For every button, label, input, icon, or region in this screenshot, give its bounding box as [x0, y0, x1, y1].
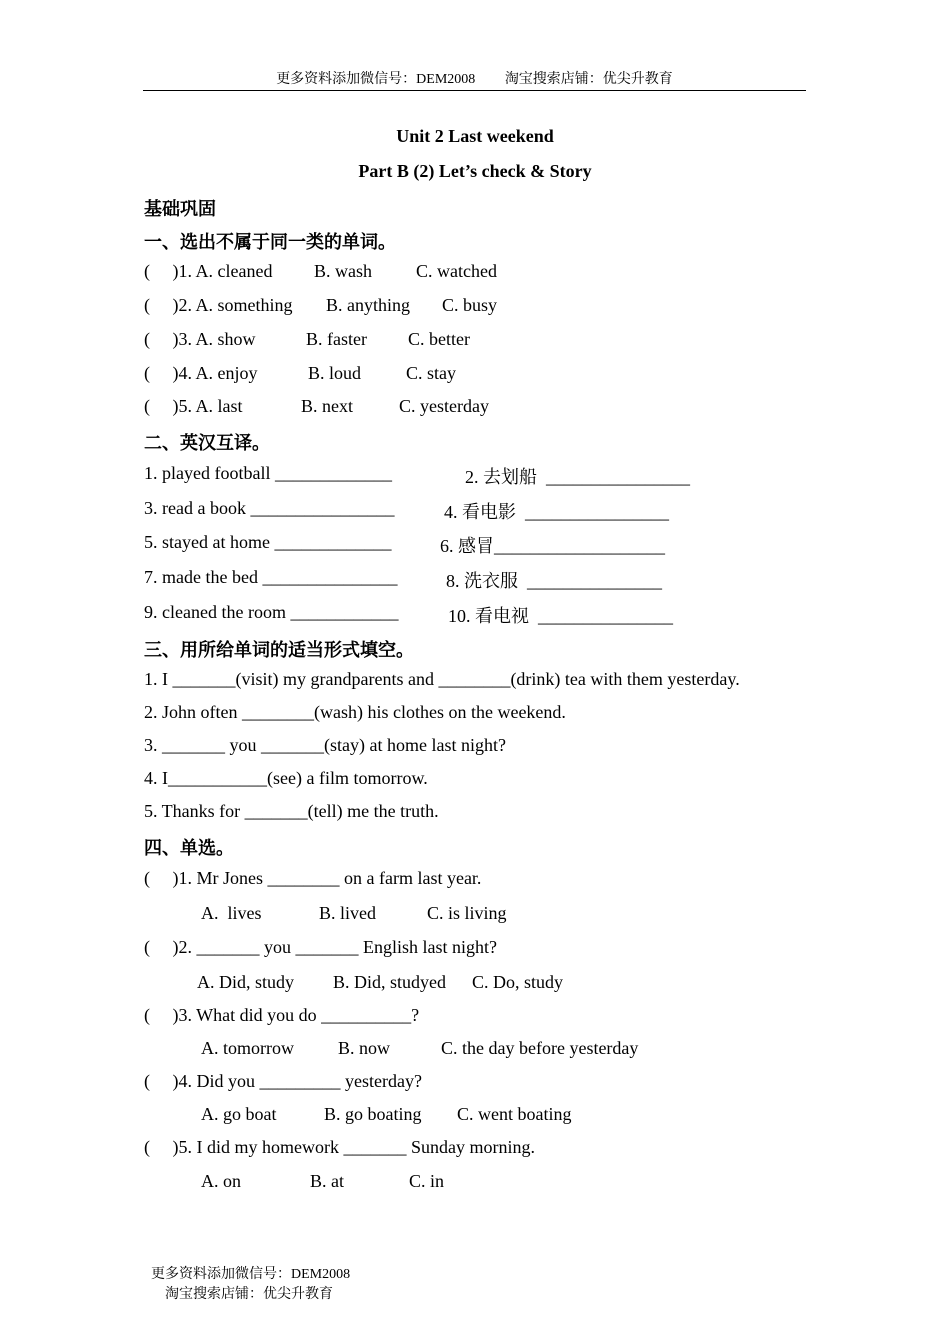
section3-heading: 三、用所给单词的适当形式填空。 — [144, 640, 414, 660]
s2-row-5-right: 10. 看电视 _______________ — [448, 606, 673, 626]
s1-item-3-a: ( )3. A. show — [144, 329, 256, 349]
s3-item-5: 5. Thanks for _______(tell) me the truth. — [144, 801, 439, 821]
footer-shop: 淘宝搜索店铺：优尖升教育 — [165, 1287, 333, 1302]
s4-q1-option-b: B. lived — [319, 903, 376, 923]
s2-row-5-left: 9. cleaned the room ____________ — [144, 602, 399, 622]
s4-q1-option-c: C. is living — [427, 903, 507, 923]
s4-q2: ( )2. _______ you _______ English last night? — [144, 937, 497, 957]
s4-q5: ( )5. I did my homework _______ Sunday morning. — [144, 1137, 535, 1157]
s1-item-1-c: C. watched — [416, 261, 497, 281]
s1-item-5-c: C. yesterday — [399, 396, 489, 416]
s4-q5-option-b: B. at — [310, 1171, 344, 1191]
s4-q4-option-a: A. go boat — [201, 1104, 277, 1124]
s4-q1: ( )1. Mr Jones ________ on a farm last year. — [144, 868, 482, 888]
s4-q1-option-a: A. lives — [201, 903, 262, 923]
document-subtitle: Part B (2) Let’s check & Story — [358, 161, 592, 181]
s2-row-2-left: 3. read a book ________________ — [144, 498, 395, 518]
section2-heading: 二、英汉互译。 — [144, 433, 270, 453]
s3-item-2: 2. John often ________(wash) his clothes on the weekend. — [144, 702, 566, 722]
s2-row-1-left: 1. played football _____________ — [144, 463, 392, 483]
section-basic-heading: 基础巩固 — [144, 199, 216, 219]
section1-heading: 一、选出不属于同一类的单词。 — [144, 232, 396, 252]
s1-item-1-a: ( )1. A. cleaned — [144, 261, 273, 281]
s1-item-5-b: B. next — [301, 396, 353, 416]
s4-q3: ( )3. What did you do __________? — [144, 1005, 420, 1025]
s4-q5-option-a: A. on — [201, 1171, 241, 1191]
s4-q5-option-c: C. in — [409, 1171, 445, 1191]
header-wechat: 更多资料添加微信号：DEM2008 — [276, 72, 476, 87]
document-title: Unit 2 Last weekend — [396, 126, 554, 146]
s4-q4-option-c: C. went boating — [457, 1104, 572, 1124]
s4-q3-option-b: B. now — [338, 1038, 391, 1058]
s4-q4: ( )4. Did you _________ yesterday? — [144, 1071, 422, 1091]
s3-item-4: 4. I___________(see) a film tomorrow. — [144, 768, 428, 788]
s4-q3-option-c: C. the day before yesterday — [441, 1038, 639, 1058]
s3-item-1: 1. I _______(visit) my grandparents and ________(drink) tea with them yesterday. — [144, 669, 740, 689]
page-header — [143, 68, 806, 91]
s2-row-2-right: 4. 看电影 ________________ — [444, 502, 669, 522]
s1-item-2-a: ( )2. A. something — [144, 295, 293, 315]
s1-item-2-b: B. anything — [326, 295, 410, 315]
header-shop: 淘宝搜索店铺：优尖升教育 — [504, 72, 673, 87]
s2-row-1-right: 2. 去划船 ________________ — [465, 467, 690, 487]
footer-wechat: 更多资料添加微信号：DEM2008 — [151, 1267, 351, 1282]
s4-q2-option-b: B. Did, studyed — [333, 972, 447, 992]
s4-q3-option-a: A. tomorrow — [201, 1038, 294, 1058]
s4-q2-option-a: A. Did, study — [197, 972, 295, 992]
s2-row-3-left: 5. stayed at home _____________ — [144, 532, 392, 552]
s1-item-1-b: B. wash — [314, 261, 372, 281]
s1-item-4-b: B. loud — [308, 363, 362, 383]
s1-item-3-b: B. faster — [306, 329, 367, 349]
s2-row-4-left: 7. made the bed _______________ — [144, 567, 398, 587]
s1-item-4-c: C. stay — [406, 363, 457, 383]
s4-q2-option-c: C. Do, study — [472, 972, 564, 992]
s4-q4-option-b: B. go boating — [324, 1104, 422, 1124]
s1-item-2-c: C. busy — [442, 295, 498, 315]
s3-item-3: 3. _______ you _______(stay) at home last night? — [144, 735, 506, 755]
s1-item-4-a: ( )4. A. enjoy — [144, 363, 258, 383]
page-footer — [144, 1247, 350, 1303]
s1-item-5-a: ( )5. A. last — [144, 396, 243, 416]
section4-heading: 四、单选。 — [144, 838, 234, 858]
s1-item-3-c: C. better — [408, 329, 470, 349]
s2-row-4-right: 8. 洗衣服 _______________ — [446, 571, 662, 591]
s2-row-3-right: 6. 感冒___________________ — [440, 536, 665, 556]
